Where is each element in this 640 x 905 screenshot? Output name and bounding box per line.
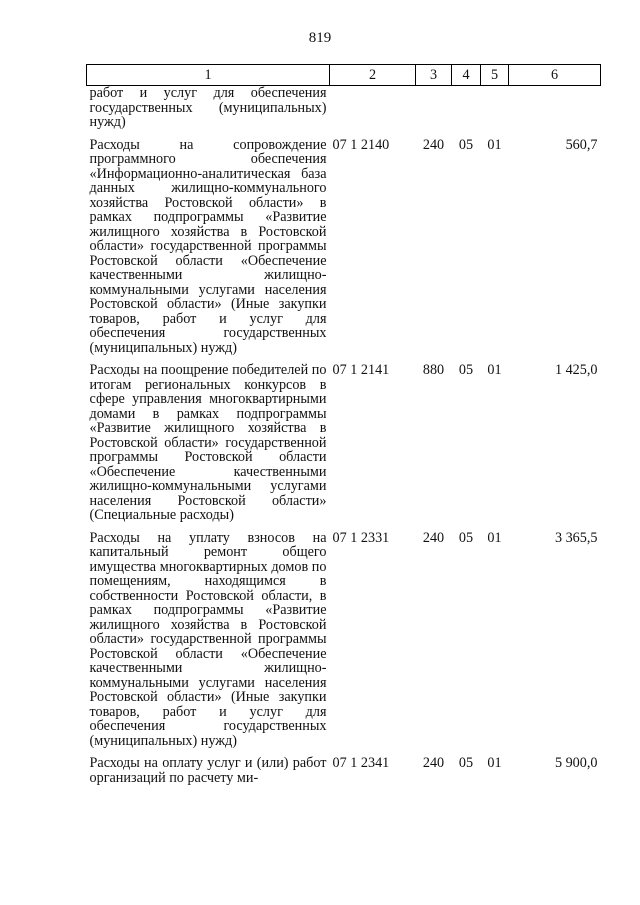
row-section: 05: [458, 755, 474, 771]
row-target-code: 07 1 2341: [332, 755, 390, 771]
column-header: 2: [330, 65, 416, 86]
row-amount: 3 365,5: [554, 529, 598, 546]
table-row: [87, 756, 601, 793]
row-amount: 5 900,0: [554, 755, 598, 771]
row-subsection: 01: [487, 755, 502, 771]
budget-table: [86, 64, 601, 793]
row-target-code: 07 1 2331: [332, 529, 390, 546]
row-expense-type: 240: [422, 529, 445, 546]
row-section: 05: [458, 136, 474, 153]
table-header-row: [87, 65, 601, 86]
row-target-code: 07 1 2140: [332, 136, 390, 153]
table-row: [87, 363, 601, 531]
row-target-code: 07 1 2141: [332, 362, 390, 378]
row-section: 05: [458, 362, 474, 378]
row-description: Расходы на оплату услуг и (или) работ организаций по расчету ми-: [89, 755, 327, 786]
column-header: 4: [452, 65, 481, 86]
row-description: Расходы на уплату взносов на капитальный ремонт общего имущества многоквартирных домов по помещениям, находящимся в собственности Ростовской области, в рамках подпрограммы «Развитие жилищного хозяйства в Ростовской области» государственной программы Ростовской области «Обеспечение качественными жилищно-коммунальными услугами населения Ростовской области» (Иные закупки товаров, работ и услуг для обеспечения государственных (муниципальных) нужд): [89, 529, 327, 749]
row-expense-type: 240: [422, 755, 445, 771]
row-amount: 1 425,0: [554, 362, 598, 378]
table-row: [87, 531, 601, 757]
row-description: работ и услуг для обеспечения государственных (муниципальных) нужд): [89, 85, 327, 130]
page-number: 819: [308, 30, 332, 46]
row-expense-type: 240: [422, 136, 445, 153]
row-description: Расходы на поощрение победителей по итогам региональных конкурсов в сфере управления многоквартирными домами в рамках подпрограммы «Развитие жилищного хозяйства в Ростовской области» государственной программы Ростовской области «Обеспечение качественными жилищно-коммунальными услугами населения Ростовской области» (Специальные расходы): [89, 362, 327, 523]
table-row: [87, 138, 601, 364]
column-header: 1: [87, 65, 330, 86]
row-subsection: 01: [487, 529, 502, 546]
row-description: Расходы на сопровождение программного обеспечения «Информационно-аналитическая база данных жилищно-коммунального хозяйства Ростовской области» в рамках подпрограммы «Развитие жилищного хозяйства в Ростовской области» государственной программы Ростовской области «Обеспечение качественными жилищно-коммунальными услугами населения Ростовской области» (Иные закупки товаров, работ и услуг для обеспечения государственных (муниципальных) нужд): [89, 136, 327, 356]
table-row-continuation: [87, 86, 601, 138]
row-section: 05: [458, 529, 474, 546]
row-expense-type: 880: [422, 362, 445, 378]
column-header: 6: [509, 65, 601, 86]
row-amount: 560,7: [565, 136, 598, 153]
column-header: 5: [481, 65, 509, 86]
row-subsection: 01: [487, 362, 502, 378]
column-header: 3: [416, 65, 452, 86]
row-subsection: 01: [487, 136, 502, 153]
